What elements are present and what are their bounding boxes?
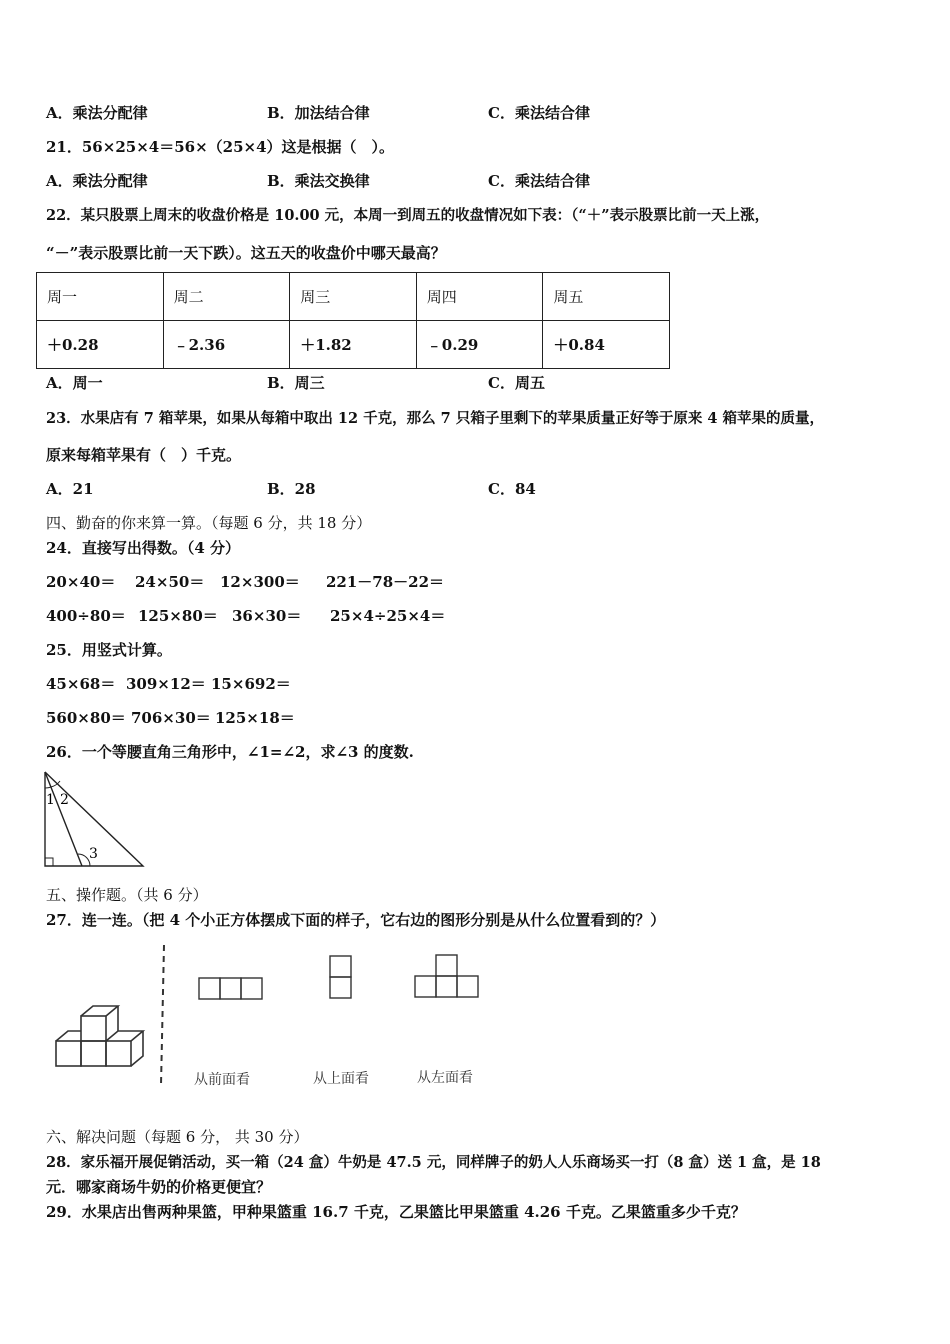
q23-option-b[interactable]: B．28 xyxy=(267,480,316,498)
table-header-cell: 周四 xyxy=(416,273,543,321)
q25-stem: 25．用竖式计算。 xyxy=(46,641,172,659)
angle-label-3: 3 xyxy=(89,846,98,862)
divider-line xyxy=(161,945,164,1085)
q21-option-a[interactable]: A．乘法分配律 xyxy=(46,172,148,190)
q24-item: 12×300＝ xyxy=(220,573,300,591)
front-view-shape xyxy=(199,978,262,999)
q22-option-a[interactable]: A．周一 xyxy=(46,374,103,392)
q23-option-a[interactable]: A．21 xyxy=(46,480,94,498)
left-view-shape xyxy=(415,955,478,997)
q23-stem-line1: 23．水果店有 7 箱苹果，如果从每箱中取出 12 千克，那么 7 只箱子里剩下的苹果质量正好等于原来 4 箱苹果的质量， xyxy=(46,410,825,427)
table-cell: ＋0.28 xyxy=(37,321,164,369)
q25-item: 560×80＝ xyxy=(46,709,126,727)
q25-item: 706×30＝ xyxy=(131,709,211,727)
view-label-front: 从前面看 xyxy=(194,1072,250,1088)
view-label-top: 从上面看 xyxy=(313,1071,369,1087)
table-header-cell: 周五 xyxy=(543,273,670,321)
q28-line2: 元．哪家商场牛奶的价格更便宜？ xyxy=(46,1178,272,1196)
stock-table xyxy=(36,272,670,369)
q26-stem: 26．一个等腰直角三角形中，∠1=∠2，求∠3 的度数. xyxy=(46,743,414,761)
q24-item: 400÷80＝ xyxy=(46,607,126,625)
q23-option-c[interactable]: C．84 xyxy=(488,480,536,498)
q21-option-c[interactable]: C．乘法结合律 xyxy=(488,172,590,190)
q24-item: 25×4÷25×4＝ xyxy=(330,607,446,625)
table-header-cell: 周二 xyxy=(163,273,290,321)
q20-option-a[interactable]: A．乘法分配律 xyxy=(46,104,148,122)
top-view-shape xyxy=(330,956,351,998)
q24-item: 20×40＝ xyxy=(46,573,116,591)
triangle-figure xyxy=(40,768,150,870)
q27-stem: 27．连一连。（把 4 个小正方体摆成下面的样子，它右边的图形分别是从什么位置看到的？） xyxy=(46,911,666,929)
q24-stem: 24．直接写出得数。（4 分） xyxy=(46,539,241,557)
q20-option-b[interactable]: B．加法结合律 xyxy=(267,104,370,122)
section-4-heading: 四、勤奋的你来算一算。（每题 6 分，共 18 分） xyxy=(46,514,372,532)
table-cell: ＋1.82 xyxy=(290,321,417,369)
angle-label-1: 1 xyxy=(46,792,55,808)
q22-option-c[interactable]: C．周五 xyxy=(488,374,545,392)
q24-item: 221－78－22＝ xyxy=(326,573,445,591)
q21-stem: 21．56×25×4＝56×（25×4）这是根据（ ）。 xyxy=(46,138,395,156)
view-label-left: 从左面看 xyxy=(417,1070,473,1086)
section-5-heading: 五、操作题。（共 6 分） xyxy=(46,886,208,904)
table-cell: ﹣2.36 xyxy=(163,321,290,369)
q25-item: 125×18＝ xyxy=(215,709,295,727)
table-cell: ﹣0.29 xyxy=(416,321,543,369)
q24-item: 125×80＝ xyxy=(138,607,218,625)
q25-item: 15×692＝ xyxy=(211,675,291,693)
q25-item: 309×12＝ xyxy=(126,675,206,693)
table-row xyxy=(37,321,670,369)
table-header-cell: 周一 xyxy=(37,273,164,321)
table-header-cell: 周三 xyxy=(290,273,417,321)
cube-stack xyxy=(56,1006,143,1066)
q21-option-b[interactable]: B．乘法交换律 xyxy=(267,172,370,190)
table-cell: ＋0.84 xyxy=(543,321,670,369)
q28-line1: 28．家乐福开展促销活动，买一箱（24 盒）牛奶是 47.5 元，同样牌子的奶人人乐商场买一打（8 盒）送 1 盒，是 18 xyxy=(46,1154,821,1171)
q24-item: 24×50＝ xyxy=(135,573,205,591)
angle-label-2: 2 xyxy=(60,792,69,808)
section-6-heading: 六、解决问题（每题 6 分， 共 30 分） xyxy=(46,1128,309,1146)
q24-item: 36×30＝ xyxy=(232,607,302,625)
q20-option-c[interactable]: C．乘法结合律 xyxy=(488,104,590,122)
q23-stem-line2: 原来每箱苹果有（ ）千克。 xyxy=(46,446,242,464)
q25-item: 45×68＝ xyxy=(46,675,116,693)
q29-stem: 29．水果店出售两种果篮，甲种果篮重 16.7 千克，乙果篮比甲果篮重 4.26 千克。乙果篮重多少千克？ xyxy=(46,1203,746,1221)
q22-stem-line1: 22．某只股票上周末的收盘价格是 10.00 元，本周一到周五的收盘情况如下表：（“＋”表示股票比前一天上涨， xyxy=(46,207,770,224)
q22-stem-line2: “－”表示股票比前一天下跌）。这五天的收盘价中哪天最高？ xyxy=(46,244,446,262)
q22-option-b[interactable]: B．周三 xyxy=(267,374,325,392)
table-header-row xyxy=(37,273,670,321)
